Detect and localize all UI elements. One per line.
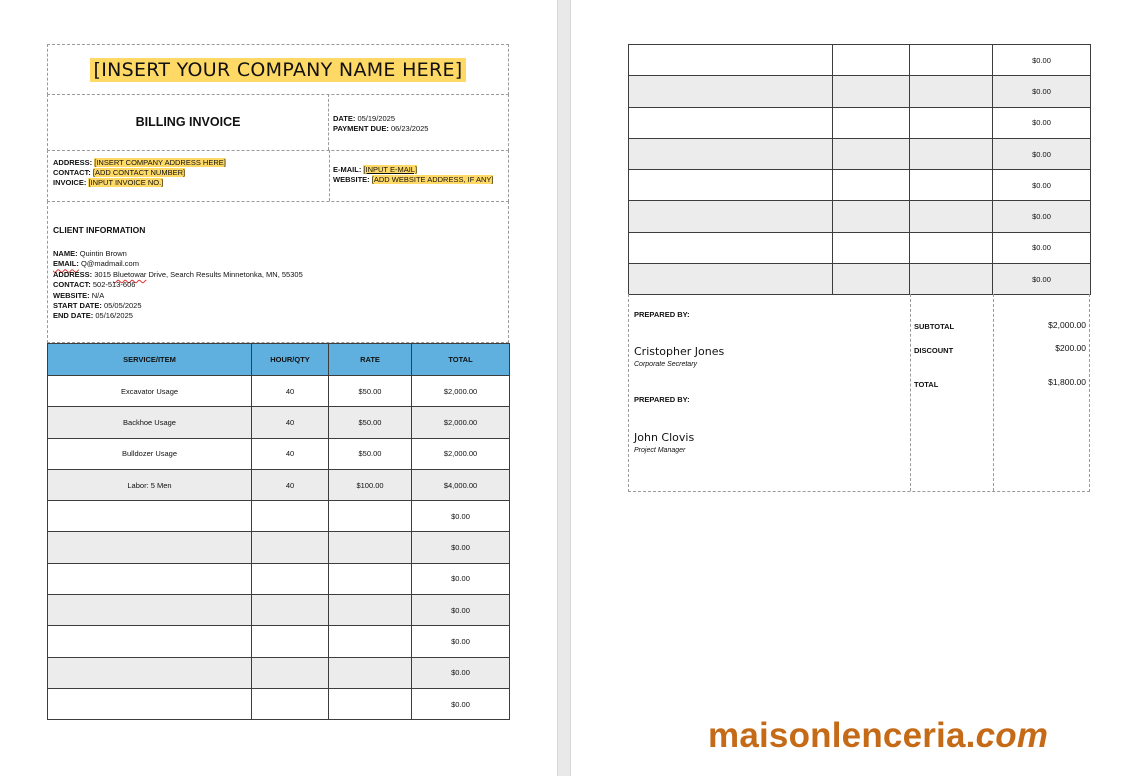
contact-label: CONTACT:: [53, 168, 91, 177]
site-watermark: [708, 716, 1048, 756]
cell-service[interactable]: Labor: 5 Men: [48, 469, 252, 500]
client-information-section: [47, 201, 509, 343]
cell-rate[interactable]: [910, 138, 993, 169]
cell-service[interactable]: [629, 76, 833, 107]
cell-rate[interactable]: [329, 688, 412, 719]
cell-qty[interactable]: 40: [252, 407, 329, 438]
cell-rate[interactable]: [329, 595, 412, 626]
client-website-label: WEBSITE:: [53, 290, 90, 300]
cell-service[interactable]: [48, 501, 252, 532]
table-row: [629, 45, 1091, 76]
company-details-row: [47, 150, 509, 202]
column-divider: [329, 150, 330, 201]
cell-qty[interactable]: [833, 76, 910, 107]
table-row: [629, 76, 1091, 107]
invoice-date[interactable]: 05/19/2025: [357, 114, 395, 123]
cell-rate[interactable]: [329, 657, 412, 688]
client-info-title: CLIENT INFORMATION: [53, 225, 146, 235]
invoice-label: INVOICE:: [53, 178, 87, 187]
date-label: DATE:: [333, 114, 356, 123]
subtotal-value: $2,000.00: [1048, 320, 1086, 330]
cell-service[interactable]: [629, 264, 833, 295]
client-info-details: [53, 249, 303, 322]
page-gutter: [557, 0, 571, 776]
preparer-role[interactable]: Corporate Secretary: [634, 361, 698, 368]
column-divider: [910, 294, 911, 491]
website-label: WEBSITE:: [333, 175, 370, 184]
payment-due-date[interactable]: 06/23/2025: [390, 124, 429, 133]
cell-rate[interactable]: $50.00: [329, 407, 412, 438]
cell-service[interactable]: [48, 657, 252, 688]
subtotal-label: SUBTOTAL: [914, 322, 955, 331]
cell-rate[interactable]: [910, 201, 993, 232]
billing-dates: [333, 114, 428, 134]
col-header-rate: RATE: [329, 344, 412, 376]
invoice-summary: [628, 294, 1090, 492]
cell-rate[interactable]: [910, 45, 993, 76]
company-name[interactable]: [INSERT YOUR COMPANY NAME HERE]: [90, 58, 465, 82]
preparer-name[interactable]: John Clovis: [634, 431, 695, 444]
invoice-number[interactable]: [INPUT INVOICE NO.]: [88, 178, 164, 187]
cell-service[interactable]: [629, 45, 833, 76]
cell-qty[interactable]: 40: [252, 438, 329, 469]
prepared-by-label: PREPARED BY:: [634, 395, 690, 404]
cell-service[interactable]: Bulldozer Usage: [48, 438, 252, 469]
cell-total[interactable]: $0.00: [993, 264, 1091, 295]
cell-total[interactable]: $0.00: [412, 626, 510, 657]
table-header-row: [48, 344, 510, 376]
col-header-qty: HOUR/QTY: [252, 344, 329, 376]
cell-rate[interactable]: $50.00: [329, 376, 412, 407]
table-row: [48, 501, 510, 532]
table-row: [629, 264, 1091, 295]
billing-row: [47, 94, 509, 151]
table-row: [629, 107, 1091, 138]
cell-service[interactable]: [48, 626, 252, 657]
end-date[interactable]: 05/16/2025: [95, 311, 133, 321]
cell-total[interactable]: $0.00: [412, 595, 510, 626]
discount-value[interactable]: $200.00: [1055, 343, 1086, 353]
cell-service[interactable]: [48, 532, 252, 563]
billing-title: BILLING INVOICE: [48, 94, 329, 150]
watermark-domain: maisonlenceria.: [708, 716, 976, 755]
client-address-rest[interactable]: Drive, Search Results Minnetonka, MN, 55305: [148, 269, 303, 279]
table-row: [48, 532, 510, 563]
client-address-street-misspelled[interactable]: Bluetowar: [113, 269, 147, 279]
discount-label: DISCOUNT: [914, 346, 954, 355]
cell-total[interactable]: $0.00: [412, 501, 510, 532]
table-row: [48, 376, 510, 407]
table-row: [629, 170, 1091, 201]
client-address-number[interactable]: 3015: [94, 269, 111, 279]
address-label: ADDRESS:: [53, 158, 93, 167]
cell-rate[interactable]: [329, 626, 412, 657]
company-contact-block: [53, 158, 226, 188]
email-label: E-MAIL:: [333, 165, 362, 174]
client-name[interactable]: Quintin Brown: [79, 249, 127, 258]
cell-total[interactable]: $0.00: [993, 232, 1091, 263]
table-body-continued: [629, 45, 1091, 295]
table-row: [48, 438, 510, 469]
cell-service[interactable]: [629, 170, 833, 201]
client-contact-label: CONTACT:: [53, 280, 91, 290]
cell-service[interactable]: [48, 688, 252, 719]
cell-qty[interactable]: [833, 264, 910, 295]
col-header-service: SERVICE/ITEM: [48, 344, 252, 376]
preparer-name[interactable]: Cristopher Jones: [634, 345, 725, 358]
cell-total[interactable]: $0.00: [993, 138, 1091, 169]
cell-total[interactable]: $0.00: [993, 76, 1091, 107]
cell-rate[interactable]: [910, 232, 993, 263]
table-row: [629, 201, 1091, 232]
cell-total[interactable]: $0.00: [412, 657, 510, 688]
payment-due-label: PAYMENT DUE:: [333, 124, 389, 133]
client-contact[interactable]: 502-513-606: [92, 280, 136, 290]
company-address[interactable]: [INSERT COMPANY ADDRESS HERE]: [94, 158, 226, 167]
table-row: [48, 595, 510, 626]
cell-qty[interactable]: [252, 501, 329, 532]
cell-qty[interactable]: [833, 170, 910, 201]
company-name-row: [47, 44, 509, 95]
table-row: [48, 657, 510, 688]
client-email-label: EMAIL:: [53, 259, 79, 269]
preparer-role[interactable]: Project Manager: [634, 447, 686, 454]
table-row: [48, 626, 510, 657]
cell-total[interactable]: $0.00: [412, 563, 510, 594]
client-name-label: NAME:: [53, 249, 78, 258]
company-email[interactable]: [INPUT E-MAIL]: [363, 165, 418, 174]
cell-qty[interactable]: 40: [252, 469, 329, 500]
cell-total[interactable]: $0.00: [412, 688, 510, 719]
cell-total[interactable]: $0.00: [993, 107, 1091, 138]
company-web-block: [333, 165, 493, 185]
client-email[interactable]: Q@madmail.com: [80, 259, 139, 269]
cell-rate[interactable]: [910, 76, 993, 107]
cell-qty[interactable]: [252, 626, 329, 657]
cell-qty[interactable]: 40: [252, 376, 329, 407]
cell-total[interactable]: $4,000.00: [412, 469, 510, 500]
cell-total[interactable]: $0.00: [993, 201, 1091, 232]
table-row: [48, 688, 510, 719]
column-divider: [993, 294, 994, 491]
start-date-label: START DATE:: [53, 301, 102, 311]
cell-rate[interactable]: [329, 563, 412, 594]
table-row: [48, 563, 510, 594]
cell-qty[interactable]: [833, 138, 910, 169]
cell-total[interactable]: $2,000.00: [412, 407, 510, 438]
total-label: TOTAL: [914, 380, 939, 389]
cell-qty[interactable]: [252, 532, 329, 563]
table-body: [48, 376, 510, 720]
cell-rate[interactable]: [910, 170, 993, 201]
cell-total[interactable]: $0.00: [993, 170, 1091, 201]
table-row: [48, 469, 510, 500]
total-value: $1,800.00: [1048, 377, 1086, 387]
cell-total[interactable]: $0.00: [993, 45, 1091, 76]
company-website[interactable]: [ADD WEBSITE ADDRESS, IF ANY]: [371, 175, 494, 184]
company-contact[interactable]: [ADD CONTACT NUMBER]: [92, 168, 186, 177]
cell-rate[interactable]: $100.00: [329, 469, 412, 500]
start-date[interactable]: 05/05/2025: [103, 301, 142, 311]
cell-qty[interactable]: [252, 657, 329, 688]
service-items-table: [47, 343, 510, 720]
table-row: [629, 232, 1091, 263]
cell-qty[interactable]: [252, 688, 329, 719]
cell-service[interactable]: [629, 201, 833, 232]
col-header-total: TOTAL: [412, 344, 510, 376]
cell-service[interactable]: [629, 138, 833, 169]
cell-service[interactable]: Backhoe Usage: [48, 407, 252, 438]
cell-total[interactable]: $2,000.00: [412, 438, 510, 469]
cell-qty[interactable]: [252, 563, 329, 594]
cell-service[interactable]: [629, 232, 833, 263]
prepared-by-label: PREPARED BY:: [634, 310, 690, 319]
cell-total[interactable]: $2,000.00: [412, 376, 510, 407]
cell-service[interactable]: [48, 595, 252, 626]
table-row: [629, 138, 1091, 169]
cell-rate[interactable]: [910, 264, 993, 295]
cell-qty[interactable]: [833, 232, 910, 263]
cell-service[interactable]: [629, 107, 833, 138]
cell-qty[interactable]: [833, 107, 910, 138]
client-address-label: ADDRESS:: [53, 269, 93, 279]
cell-rate[interactable]: [329, 532, 412, 563]
cell-rate[interactable]: [329, 501, 412, 532]
cell-total[interactable]: $0.00: [412, 532, 510, 563]
client-website[interactable]: N/A: [91, 290, 105, 300]
table-row: [48, 407, 510, 438]
cell-qty[interactable]: [252, 595, 329, 626]
end-date-label: END DATE:: [53, 311, 94, 321]
watermark-tld: com: [975, 716, 1049, 755]
service-items-table-continued: [628, 44, 1091, 295]
cell-qty[interactable]: [833, 201, 910, 232]
cell-rate[interactable]: $50.00: [329, 438, 412, 469]
cell-service[interactable]: Excavator Usage: [48, 376, 252, 407]
cell-qty[interactable]: [833, 45, 910, 76]
cell-service[interactable]: [48, 563, 252, 594]
cell-rate[interactable]: [910, 107, 993, 138]
